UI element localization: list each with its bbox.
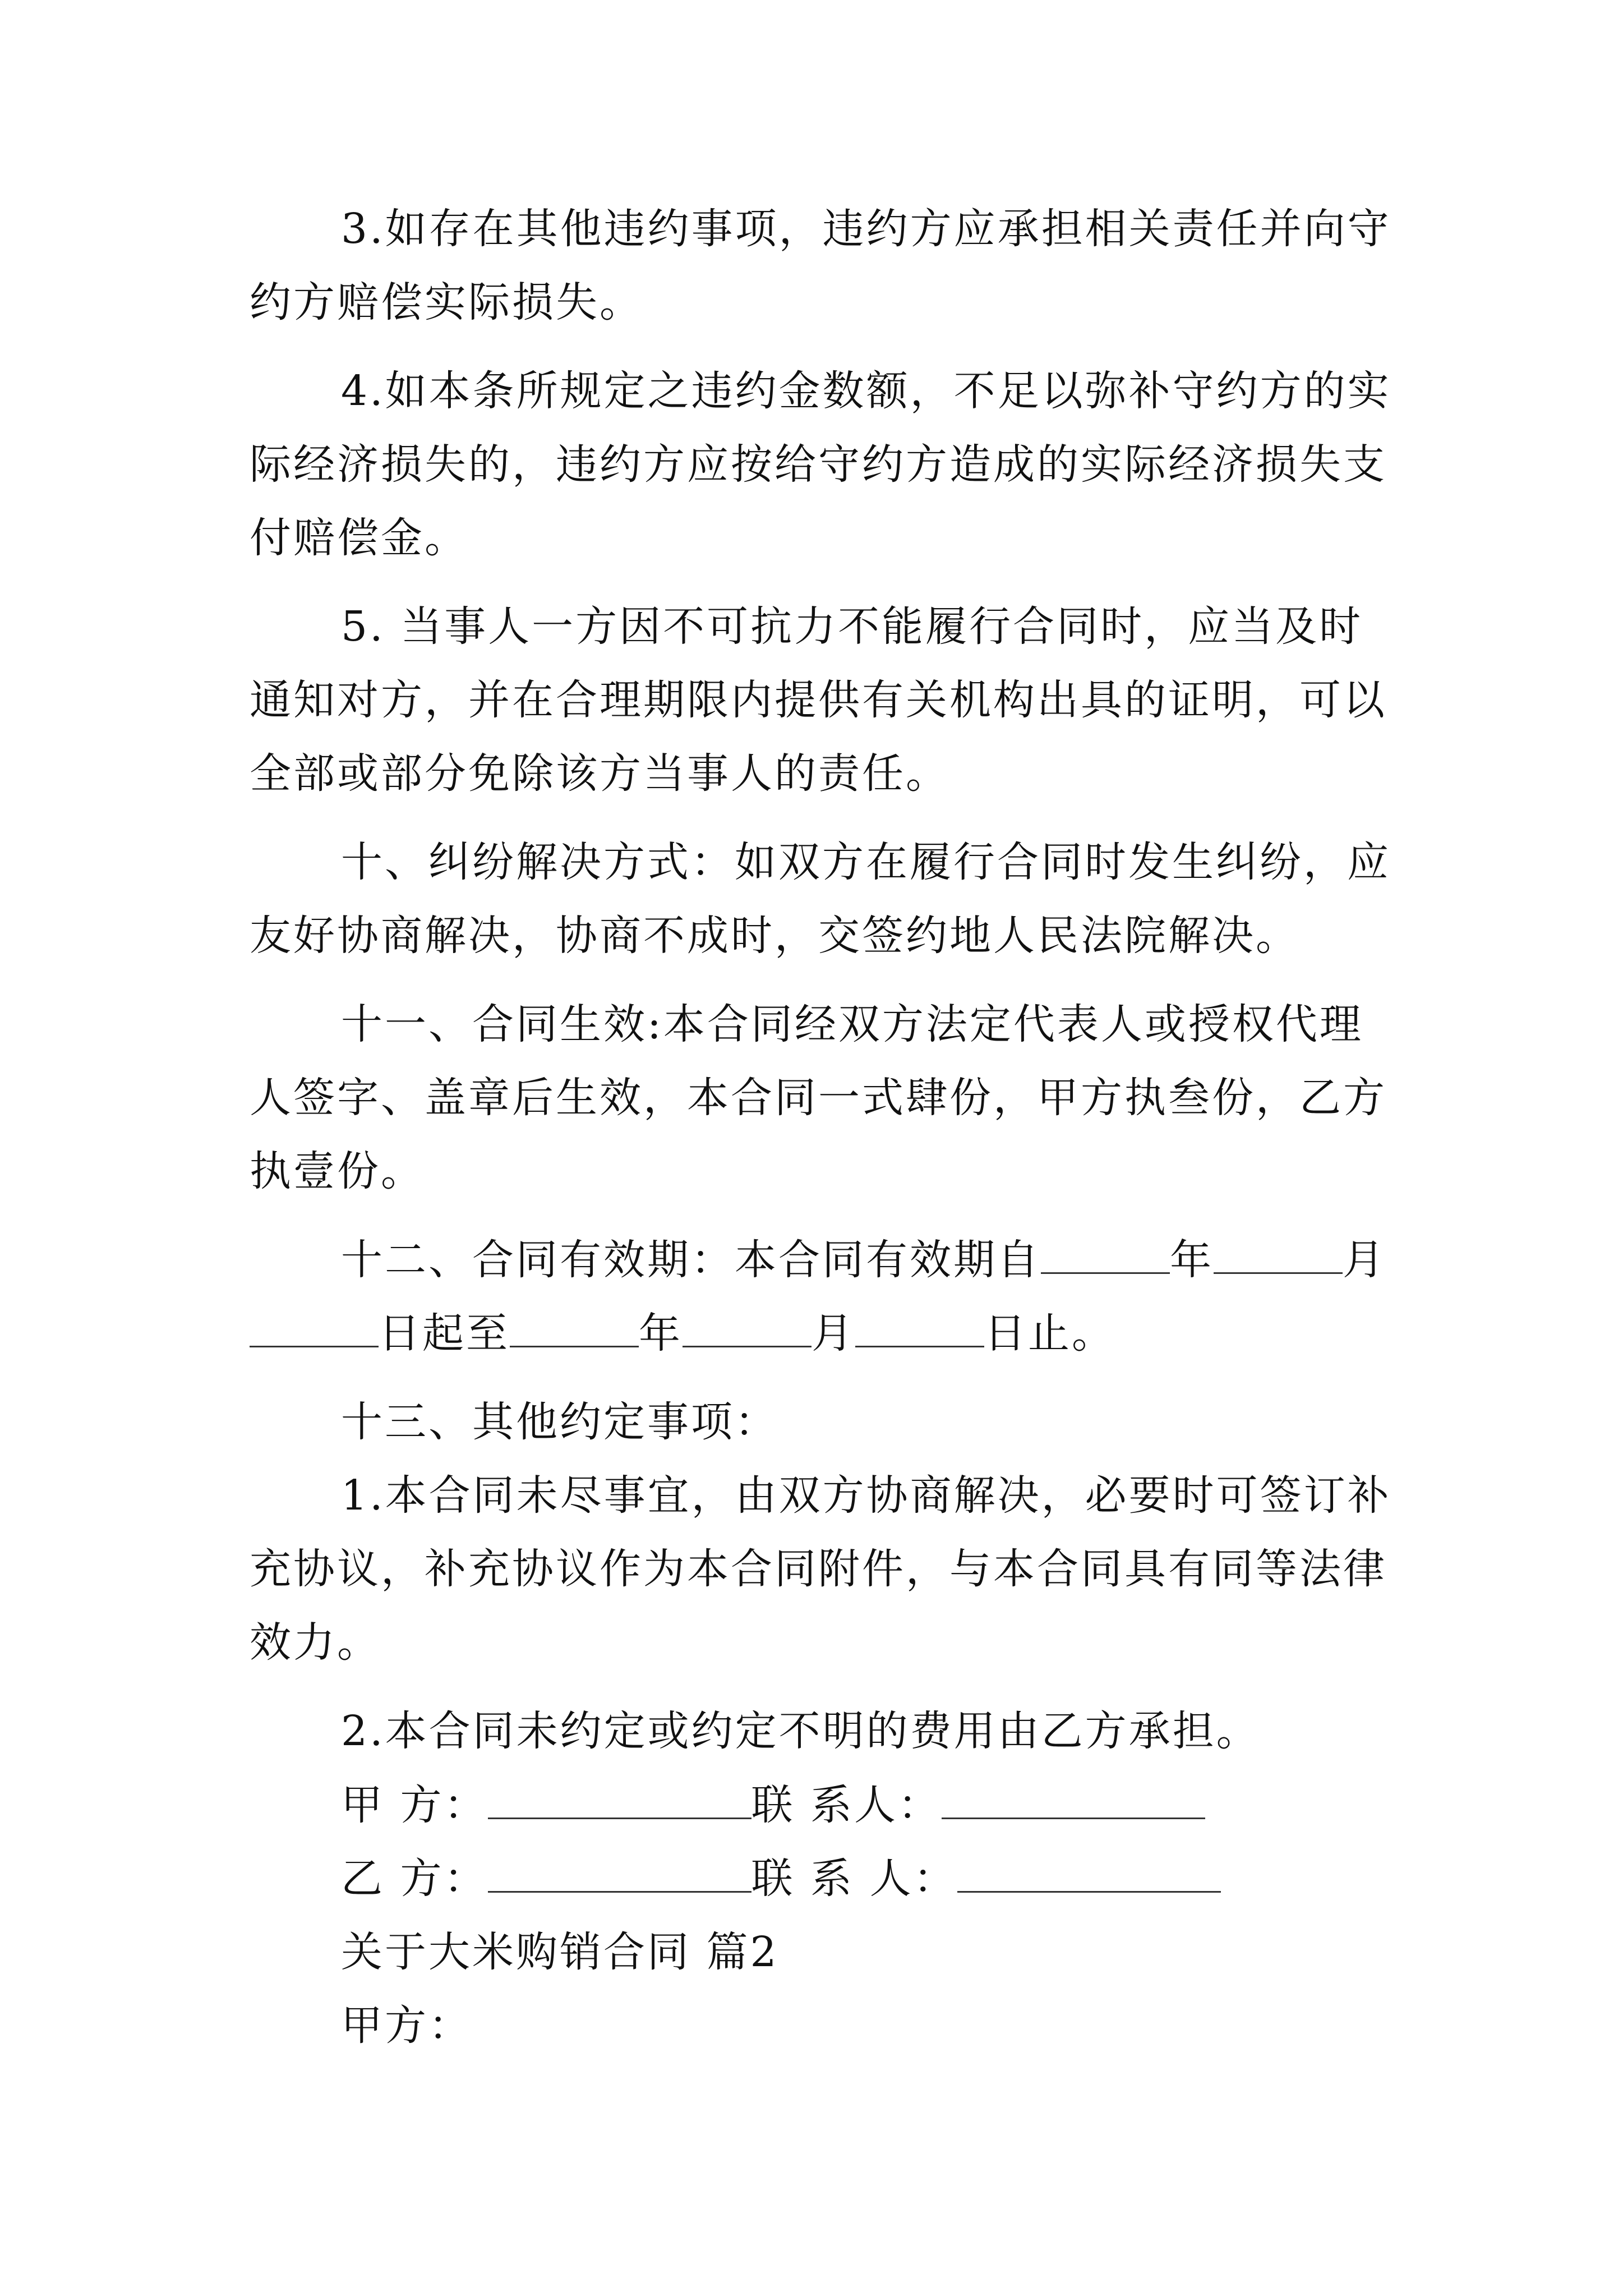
clause-5-line-1: 5. 当事人一方因不可抗力不能履行合同时，应当及时 [341,602,1363,651]
day-from-label: 日起至 [379,1309,510,1358]
year-to-label: 年 [639,1309,683,1358]
section-13-item-1-line-3: 效力。 [250,1618,381,1667]
section-10-line-1: 十、纠纷解决方式：如双方在履行合同时发生纠纷，应 [341,838,1391,886]
signature-row-a [341,1778,1205,1832]
contact-a-label: 联 系人： [751,1781,942,1829]
month-to-label: 月 [811,1309,855,1358]
day-from-blank[interactable] [250,1313,379,1347]
clause-5-line-3: 全部或部分免除该方当事人的责任。 [250,749,949,798]
month-label: 月 [1343,1236,1386,1284]
clause-4-line-3: 付赔偿金。 [250,514,468,562]
clause-5-line-2: 通知对方，并在合理期限内提供有关机构出具的证明，可以 [250,676,1387,724]
section-13-item-1-line-1: 1.本合同未尽事宜，由双方协商解决，必要时可签订补 [341,1471,1391,1520]
clause-3-line-1: 3.如存在其他违约事项，违约方应承担相关责任并向守 [341,205,1391,253]
year-blank[interactable] [1041,1240,1170,1274]
validity-prefix: 十二、合同有效期：本合同有效期自 [341,1236,1041,1284]
contact-b-label: 联 系 人： [751,1855,957,1903]
month-to-blank[interactable] [683,1313,811,1347]
section-12-line-2 [250,1306,1115,1360]
section-13-item-2: 2.本合同未约定或约定不明的费用由乙方承担。 [341,1707,1260,1755]
next-party-a-label: 甲方： [341,2001,472,2050]
day-to-label: 日止。 [984,1309,1115,1358]
party-b-blank[interactable] [488,1858,751,1893]
party-a-blank[interactable] [488,1785,751,1819]
next-contract-title: 关于大米购销合同 篇2 [341,1928,779,1976]
day-to-blank[interactable] [855,1313,984,1347]
month-blank[interactable] [1214,1240,1343,1274]
year-to-blank[interactable] [510,1313,639,1347]
year-label: 年 [1170,1236,1214,1284]
party-a-label: 甲 方： [341,1781,488,1829]
clause-4-line-2: 际经济损失的，违约方应按给守约方造成的实际经济损失支 [250,440,1387,489]
contact-b-blank[interactable] [957,1858,1221,1893]
party-b-label: 乙 方： [341,1855,488,1903]
section-13-item-1-line-2: 充协议，补充协议作为本合同附件，与本合同具有同等法律 [250,1545,1387,1593]
section-11-line-2: 人签字、盖章后生效，本合同一式肆份，甲方执叁份，乙方 [250,1074,1387,1122]
clause-4-line-1: 4.如本条所规定之违约金数额，不足以弥补守约方的实 [341,367,1391,415]
signature-row-b [341,1852,1221,1906]
clause-3-line-2: 约方赔偿实际损失。 [250,278,643,326]
section-11-line-1: 十一、合同生效:本合同经双方法定代表人或授权代理 [341,1000,1363,1048]
section-10-line-2: 友好协商解决，协商不成时，交签约地人民法院解决。 [250,912,1299,960]
section-11-line-3: 执壹份。 [250,1147,425,1195]
section-13-title: 十三、其他约定事项： [341,1398,778,1446]
contact-a-blank[interactable] [942,1785,1205,1819]
section-12-line-1 [341,1233,1386,1287]
